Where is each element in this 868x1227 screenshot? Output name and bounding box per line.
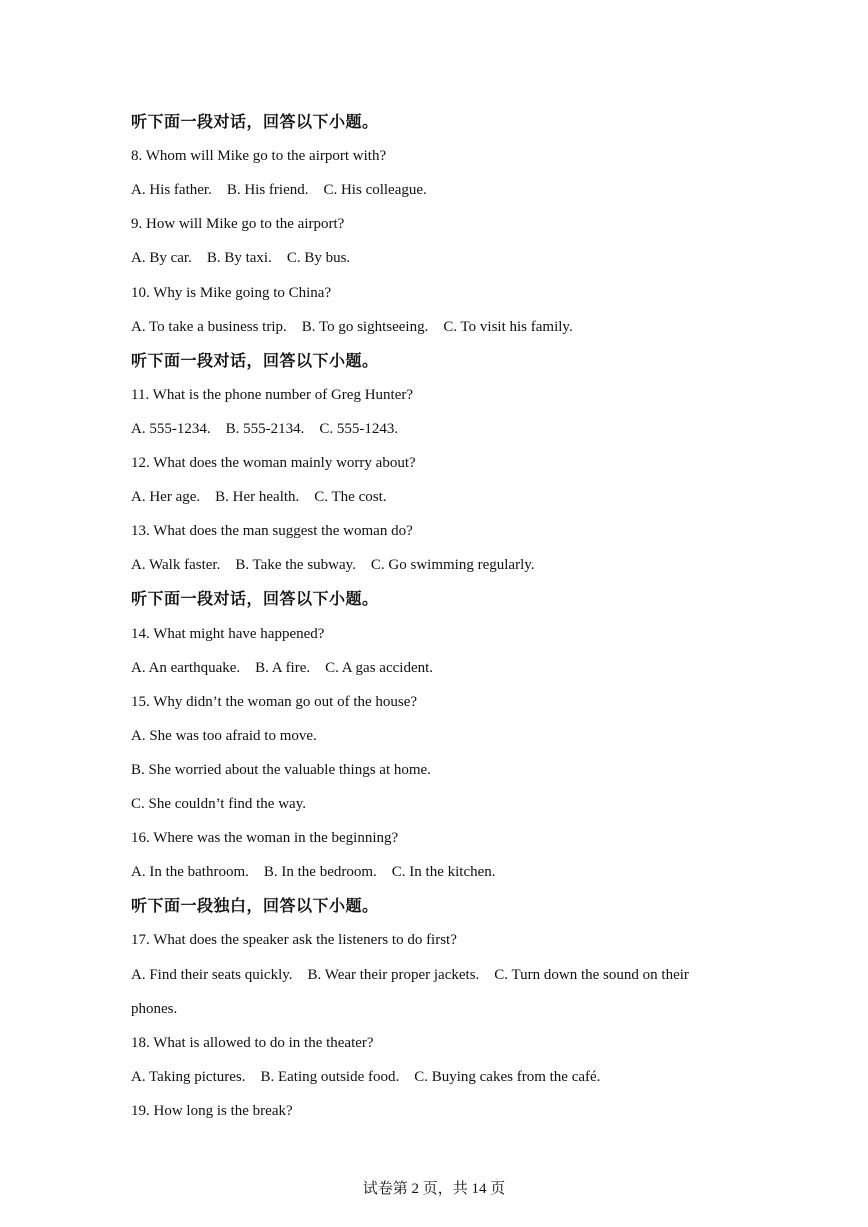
question-line: 9. How will Mike go to the airport? xyxy=(131,216,345,232)
section-heading: 听下面一段独白，回答以下小题。 xyxy=(131,896,379,915)
question-line: C. She couldn’t find the way. xyxy=(131,796,306,812)
question-line: 11. What is the phone number of Greg Hunter? xyxy=(131,387,414,403)
question-line: 17. What does the speaker ask the listeners to do first? xyxy=(131,932,457,948)
question-line: A. In the bathroom. B. In the bedroom. C. In the kitchen. xyxy=(131,864,496,880)
page-footer: 试卷第 2 页，共 14 页 xyxy=(362,1181,506,1197)
question-line: A. 555-1234. B. 555-2134. C. 555-1243. xyxy=(131,421,399,437)
question-line: 19. How long is the break? xyxy=(131,1103,293,1119)
question-line: 12. What does the woman mainly worry about? xyxy=(131,455,416,471)
section-heading: 听下面一段对话，回答以下小题。 xyxy=(131,589,379,608)
question-line: A. Her age. B. Her health. C. The cost. xyxy=(131,489,387,505)
question-line: 10. Why is Mike going to China? xyxy=(131,285,332,301)
question-line: A. An earthquake. B. A fire. C. A gas accident. xyxy=(131,660,434,676)
question-line: A. By car. B. By taxi. C. By bus. xyxy=(131,250,351,266)
question-line: 15. Why didn’t the woman go out of the house? xyxy=(131,694,418,710)
question-line: 8. Whom will Mike go to the airport with? xyxy=(131,148,387,164)
question-line: A. She was too afraid to move. xyxy=(131,728,317,744)
question-line: phones. xyxy=(131,1001,178,1017)
question-line: A. Walk faster. B. Take the subway. C. Go swimming regularly. xyxy=(131,557,535,573)
section-heading: 听下面一段对话，回答以下小题。 xyxy=(131,112,379,131)
question-line: 18. What is allowed to do in the theater? xyxy=(131,1035,374,1051)
question-line: 16. Where was the woman in the beginning? xyxy=(131,830,399,846)
question-line: A. To take a business trip. B. To go sightseeing. C. To visit his family. xyxy=(131,319,573,335)
section-heading: 听下面一段对话，回答以下小题。 xyxy=(131,351,379,370)
question-line: 14. What might have happened? xyxy=(131,626,325,642)
question-line: A. Find their seats quickly. B. Wear their proper jackets. C. Turn down the sound on their xyxy=(131,967,689,983)
question-line: A. Taking pictures. B. Eating outside food. C. Buying cakes from the café. xyxy=(131,1069,601,1085)
question-line: A. His father. B. His friend. C. His colleague. xyxy=(131,182,427,198)
question-line: 13. What does the man suggest the woman do? xyxy=(131,523,413,539)
question-line: B. She worried about the valuable things at home. xyxy=(131,762,431,778)
